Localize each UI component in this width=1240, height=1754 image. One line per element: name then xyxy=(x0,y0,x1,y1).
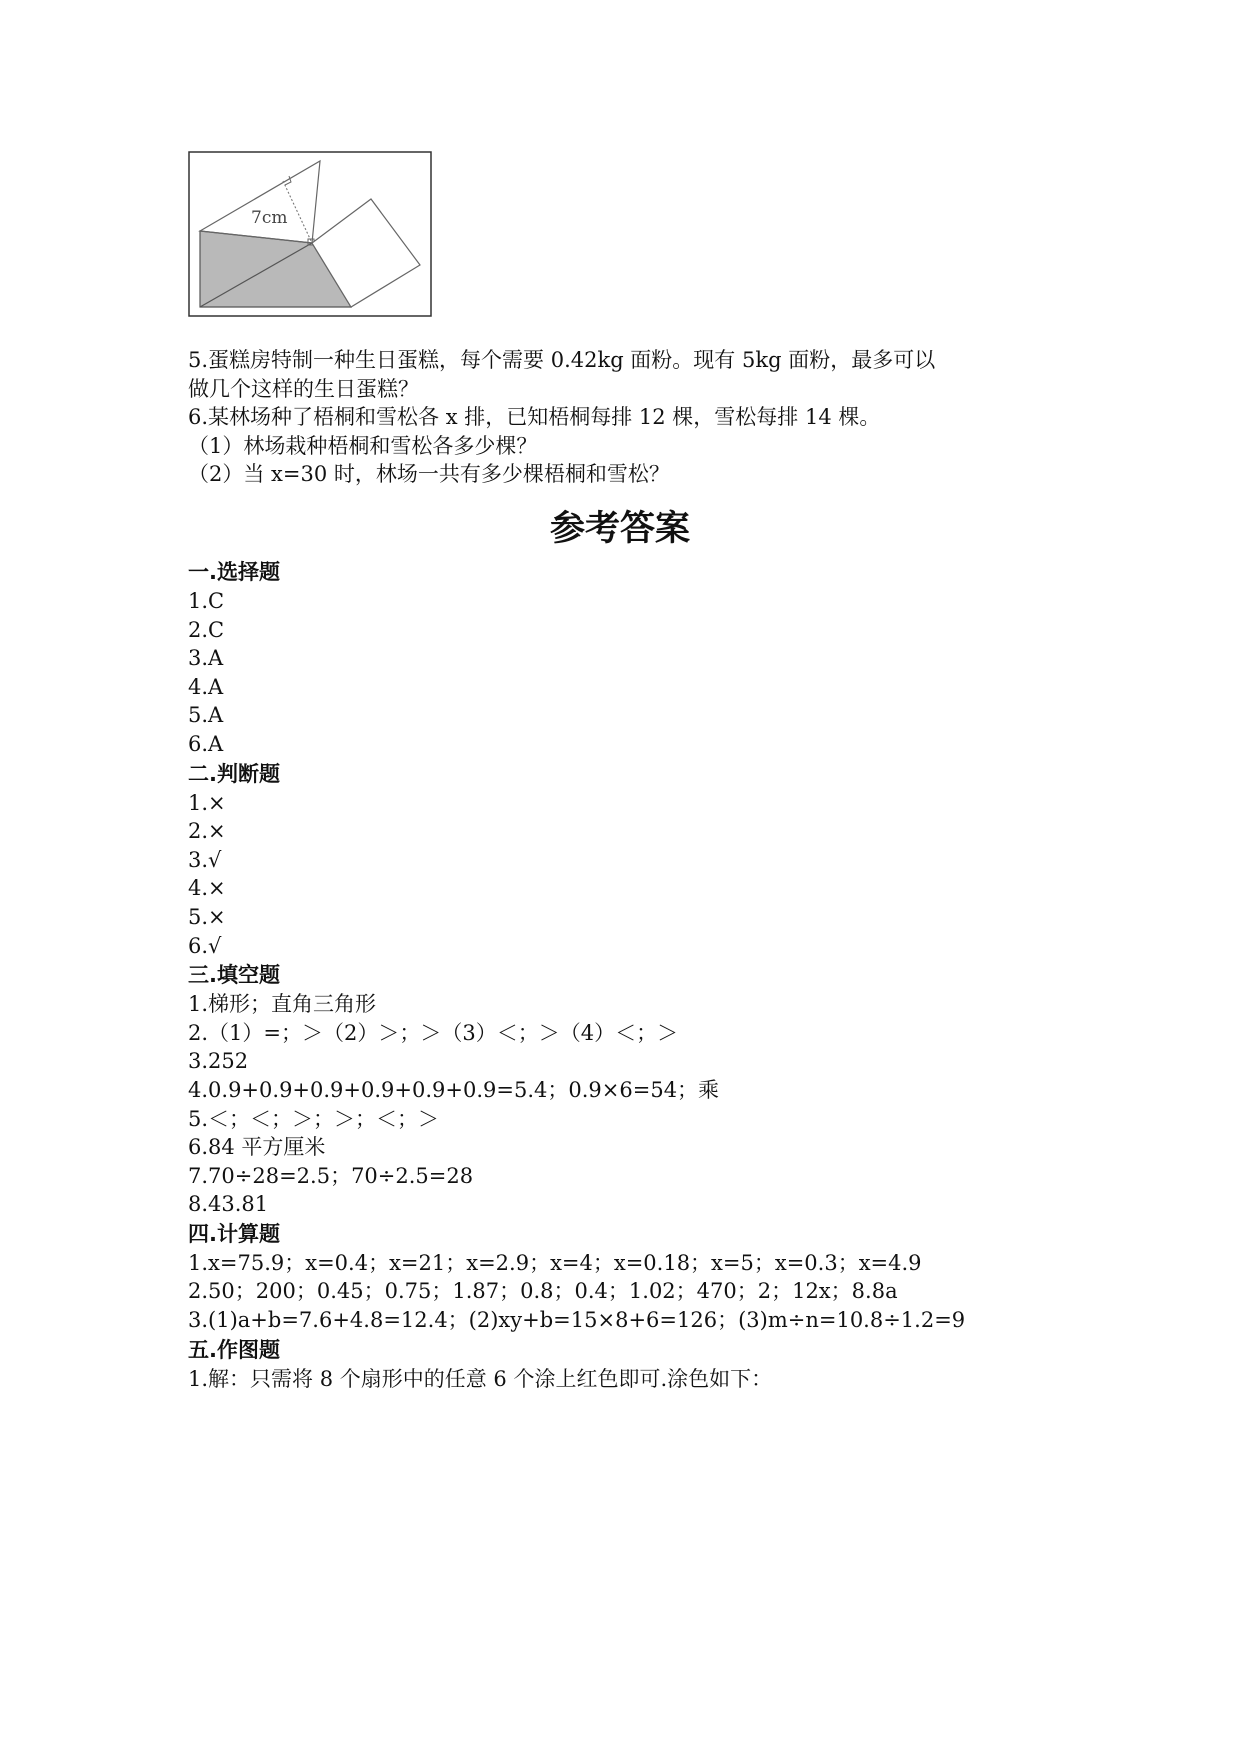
answer-item: 6.A xyxy=(188,731,224,756)
section-heading: 四.计算题 xyxy=(188,1221,280,1246)
answer-item: 1.梯形；直角三角形 xyxy=(188,992,377,1017)
answer-item: 1.解：只需将 8 个扇形中的任意 6 个涂上红色即可.涂色如下： xyxy=(188,1366,773,1391)
answer-item: 6.84 平方厘米 xyxy=(188,1135,326,1160)
questions-block xyxy=(188,346,1088,489)
geometry-figure xyxy=(188,151,432,317)
answer-item: 2.× xyxy=(188,819,226,844)
answer-item: 4.A xyxy=(188,674,224,699)
question-line: 做几个这样的生日蛋糕？ xyxy=(188,376,419,401)
answer-item: 5.A xyxy=(188,703,224,728)
answer-item: 5.＜；＜；＞；＞；＜；＞ xyxy=(188,1106,440,1131)
answer-item: 4.0.9+0.9+0.9+0.9+0.9+0.9=5.4；0.9×6=54；乘 xyxy=(188,1077,720,1102)
answer-item: 3.252 xyxy=(188,1049,249,1074)
answer-item: 6.√ xyxy=(188,933,222,958)
figure-label: 7cm xyxy=(251,208,288,228)
question-line: （1）林场栽种梧桐和雪松各多少棵？ xyxy=(188,433,538,458)
section-heading: 三.填空题 xyxy=(188,963,280,988)
question-line: 6.某林场种了梧桐和雪松各 x 排，已知梧桐每排 12 棵，雪松每排 14 棵。 xyxy=(188,405,881,430)
answer-item: 1.× xyxy=(188,790,226,815)
question-line: 5.蛋糕房特制一种生日蛋糕，每个需要 0.42kg 面粉。现有 5kg 面粉，最多可以 xyxy=(188,348,936,372)
question-line: （2）当 x=30 时，林场一共有多少棵梧桐和雪松？ xyxy=(188,462,670,487)
answer-item: 2.C xyxy=(188,617,225,642)
answer-item: 7.70÷28=2.5；70÷2.5=28 xyxy=(188,1163,474,1188)
answer-item: 8.43.81 xyxy=(188,1192,269,1217)
answer-item: 3.A xyxy=(188,646,224,671)
section-heading: 五.作图题 xyxy=(188,1337,280,1362)
answer-item: 2.50；200；0.45；0.75；1.87；0.8；0.4；1.02；470；2；12x；8.8a xyxy=(188,1279,898,1304)
answer-item: 3.(1)a+b=7.6+4.8=12.4；(2)xy+b=15×8+6=126；(3)m÷n=10.8÷1.2=9 xyxy=(188,1308,966,1333)
answer-title: 参考答案 xyxy=(549,509,690,549)
answers-block xyxy=(188,557,1088,1393)
answer-item: 1.x=75.9；x=0.4；x=21；x=2.9；x=4；x=0.18；x=5；x=0.3；x=4.9 xyxy=(188,1250,922,1275)
answer-item: 1.C xyxy=(188,589,225,613)
answer-item: 2.（1）=；＞（2）＞；＞（3）＜；＞（4）＜；＞ xyxy=(188,1020,679,1045)
answer-item: 5.× xyxy=(188,904,226,929)
section-heading: 二.判断题 xyxy=(188,761,280,786)
answer-item: 3.√ xyxy=(188,847,222,872)
answer-item: 4.× xyxy=(188,876,226,901)
section-heading: 一.选择题 xyxy=(188,560,280,584)
